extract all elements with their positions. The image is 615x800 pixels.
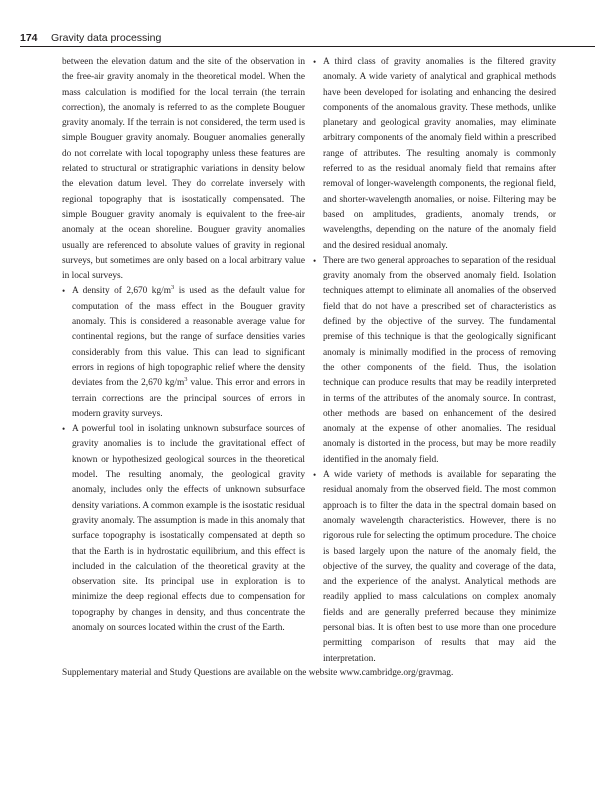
bullet-text: value. This error and errors in terrain corrections are the principal sources of errors in modern gravity surveys. bbox=[72, 378, 305, 419]
bullet-dot: • bbox=[62, 286, 66, 297]
superscript: 3 bbox=[184, 376, 188, 384]
header-rule bbox=[20, 46, 595, 47]
bullet-item-filtered bbox=[313, 55, 556, 254]
bullet-text: A density of 2,670 kg/m bbox=[72, 286, 172, 297]
bullet-dot: • bbox=[313, 255, 317, 266]
superscript: 3 bbox=[171, 284, 175, 292]
left-column bbox=[62, 55, 305, 636]
continuation-paragraph: between the elevation datum and the site of the observation in the free-air gravity anomaly in the theoretical model. When the mass calculation is modified for the local terrain (the terrain correction), the anomaly is referred to as the complete Bouguer gravity anomaly. If the terrain is not considered, the term used is simple Bouguer gravity anomaly. Bouguer anomalies generally do not correlate with local topography unless these features are related to structural or stratigraphic variations in density below the elevation datum level. They do correlate inversely with regional topography that is isostatically compensated. The simple Bouguer gravity anomaly is equivalent to the free-air anomaly at the ocean shoreline. Bouguer gravity anomalies usually are referenced to absolute values of gravity in regional surveys, but sometimes are only based on a local arbitrary value in local surveys. bbox=[62, 57, 305, 282]
page-number: 174 bbox=[20, 32, 38, 44]
running-title: Gravity data processing bbox=[51, 32, 162, 44]
bullet-dot: • bbox=[313, 470, 317, 481]
bullet-text: A wide variety of methods is available for separating the residual anomaly from the observed field. The most common approach is to filter the data in the spectral domain based on anomaly wavelength characteristics. However, there is no rigorous rule for selecting the optimum procedure. The choice is based largely upon the nature of the anomaly field, the objective of the survey, the quality and coverage of the data, and the experience of the analyst. Analytical methods are readily applied to mass calculations on complex anomaly fields and are generally preferred because they minimize personal bias. It is often best to use more than one procedure permitting comparison of results that may aid the interpretation. bbox=[323, 470, 556, 664]
bullet-dot: • bbox=[62, 424, 66, 435]
page-header bbox=[20, 31, 595, 45]
bullet-dot: • bbox=[313, 57, 317, 67]
bullet-item-density bbox=[62, 284, 305, 422]
bullet-item-variety bbox=[313, 468, 556, 667]
right-column bbox=[313, 55, 556, 667]
supplementary-note: Supplementary material and Study Questions are available on the website www.cambridge.org/gravmag. bbox=[62, 668, 454, 678]
bullet-text: is used as the default value for computation of the mass effect in the Bouguer gravity anomaly. This is considered a reasonable average value for continental regions, but the range of surface densities varies considerably from this value. This can lead to significant errors in regions of high topographic relief where the density deviates from the 2,670 kg/m bbox=[72, 286, 305, 389]
bullet-text: A third class of gravity anomalies is the filtered gravity anomaly. A wide variety of analytical and graphical methods have been developed for isolating and enhancing the desired components of the anomalous gravity. These methods, unlike planetary and geological gravity anomalies, may eliminate arbitrary components of the anomaly field within a prescribed range of attributes. The resulting anomaly is commonly referred to as the residual anomaly field that remains after removal of longer-wavelength components, the regional field, and shorter-wavelength anomalies, or noise. Filtering may be based on amplitudes, gradients, anomaly trends, or wavelengths, depending on the nature of the anomaly field and the desired residual anomaly. bbox=[323, 57, 556, 251]
bullet-text: There are two general approaches to separation of the residual gravity anomaly from the observed anomaly field. Isolation techniques attempt to eliminate all anomalies of the observed field that do not have a prescribed set of characteristics as defined by the objective of the survey. The fundamental premise of this technique is that the geologically significant anomaly is minimally modified in the process of removing the other components of the field. Thus, the isolation technique can produce results that may be readily interpreted in terms of the attributes of the anomaly source. In contrast, other methods are based on enhancement of the desired anomaly at the expense of other anomalies. The residual anomaly is distorted in the process, but may be more readily identified in the anomaly field. bbox=[323, 255, 556, 465]
bullet-item-isolating bbox=[62, 422, 305, 636]
bullet-text: A powerful tool in isolating unknown subsurface sources of gravity anomalies is to include the gravitational effect of known or hypothesized geological sources in the theoretical model. The resulting anomaly, the geological gravity anomaly, includes only the effects of unknown subsurface density variations. A common example is the isostatic residual gravity anomaly. The assumption is made in this anomaly that surface topography is isostatically compensated at depth so that the Earth is in hydrostatic equilibrium, and this effect is included in the calculation of the theoretical gravity at the observation site. Its principal use in exploration is to minimize the deep regional effects due to compensation for topography by changes in density, and thus concentrate the anomaly on sources located within the crust of the Earth. bbox=[72, 424, 305, 633]
bullet-item-approaches bbox=[313, 254, 556, 468]
